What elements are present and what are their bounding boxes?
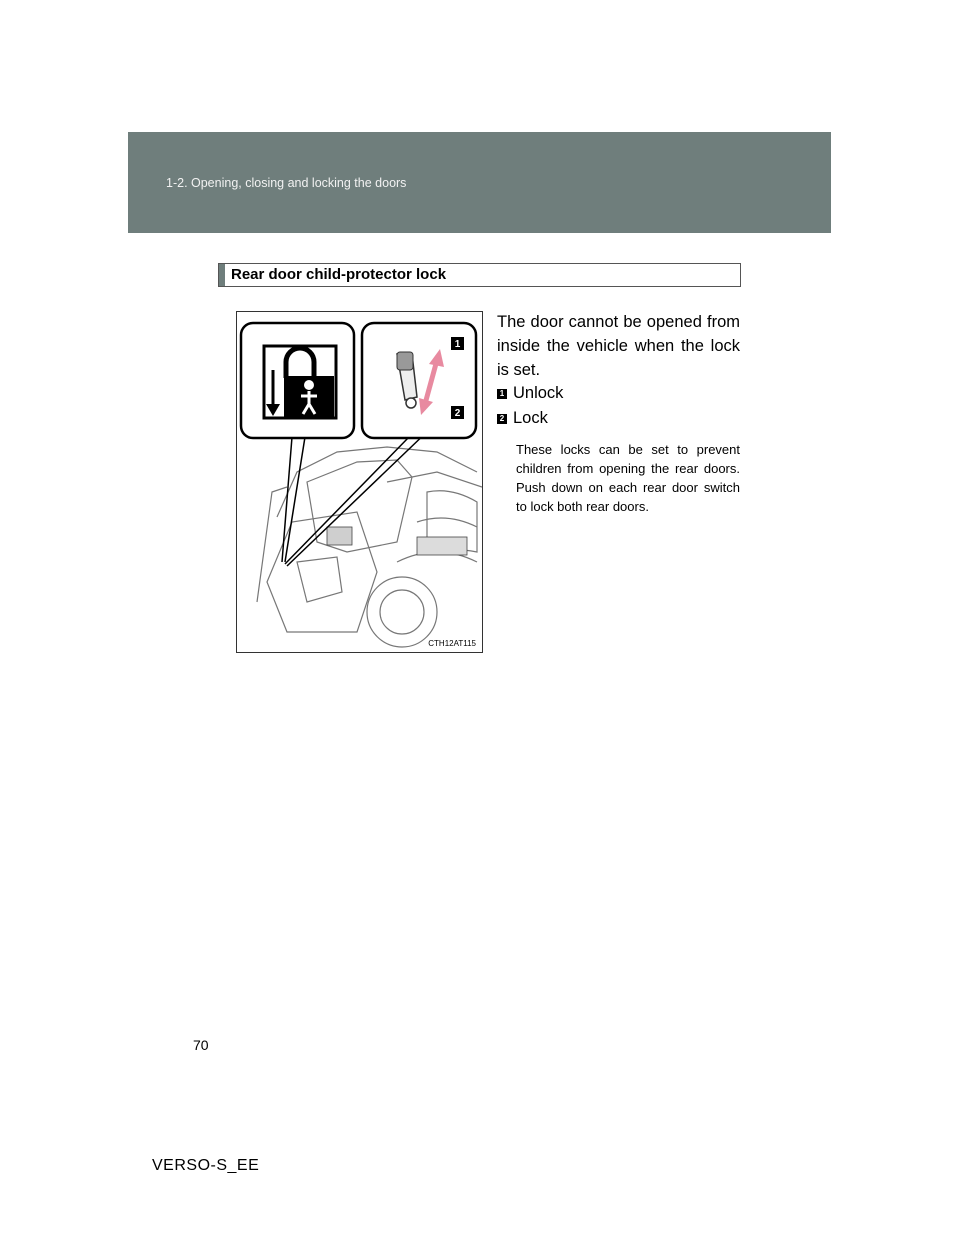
step-marker: 2: [497, 414, 507, 424]
section-accent-bar: [219, 264, 225, 286]
figure-code: CTH12AT115: [428, 639, 476, 648]
note-text: These locks can be set to prevent children from opening the rear doors. Push down on each rear door switch to lock both rear doors.: [516, 442, 740, 514]
step-label: Unlock: [513, 384, 564, 402]
callout-marker-1: [451, 337, 464, 350]
callout-marker-2: [451, 406, 464, 419]
step-marker: 1: [497, 389, 507, 399]
breadcrumb: 1-2. Opening, closing and locking the doors: [166, 176, 407, 190]
page-number: 70: [193, 1037, 209, 1053]
document-code: VERSO-S_EE: [152, 1157, 260, 1174]
child-lock-icon: [264, 346, 336, 418]
illustration-svg: [237, 312, 482, 652]
step-label: Lock: [513, 409, 548, 427]
header-band: [128, 132, 831, 233]
step-unlock: [497, 384, 563, 403]
callout-label-2: 2: [454, 408, 461, 419]
child-lock-illustration: [236, 311, 483, 653]
leader-lines: [282, 427, 432, 566]
intro-text: The door cannot be opened from inside the vehicle when the lock is set.: [497, 313, 740, 379]
section-title: Rear door child-protector lock: [231, 266, 447, 283]
step-lock: [497, 409, 548, 428]
callout-label-1: 1: [454, 339, 461, 350]
section-heading: [218, 263, 741, 287]
